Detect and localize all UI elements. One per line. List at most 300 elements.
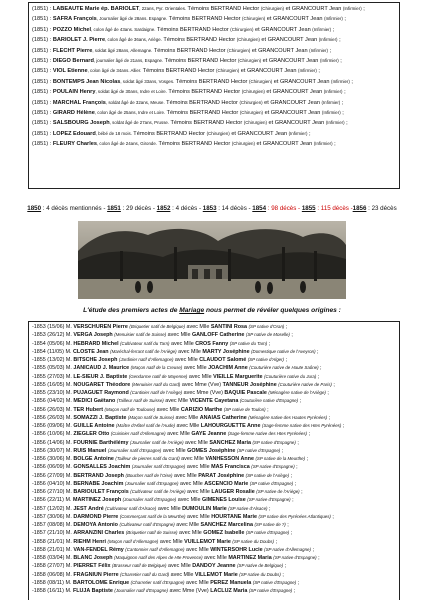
groom-name: DARMOND Pierre bbox=[73, 513, 119, 520]
marriage-date: -1856 (30/06) M. bbox=[32, 456, 72, 462]
groom-origin: (Journalier natif d'Espagne) bbox=[131, 464, 186, 470]
marriage-date: -1858 (08/11) M. bbox=[32, 579, 72, 586]
groom-name: VERSCHUREN Pierre bbox=[73, 324, 128, 330]
bride-name: VIEILLE Marguerite bbox=[213, 373, 263, 380]
groom-origin: (Jardinier natif d'Allemagne) bbox=[118, 357, 174, 362]
marriage-date: -1855 (23/10) M. bbox=[32, 390, 72, 396]
death-entry bbox=[32, 118, 396, 128]
death-entry bbox=[32, 14, 396, 24]
entry-end: ; bbox=[330, 513, 334, 520]
marriage-date: -1856 (26/03) M. bbox=[32, 406, 72, 413]
bride-name: DUMOULIN Marie bbox=[182, 505, 227, 512]
entry-year: (1851) : bbox=[32, 89, 52, 96]
bride-origin: (Ménagère native de l'Ariège) bbox=[268, 390, 326, 395]
witness-label: Témoins BERTRAND Hector bbox=[163, 58, 238, 65]
entry-end: ; bbox=[310, 546, 314, 553]
marriage-entry bbox=[32, 554, 396, 562]
marriage-link-word: avec Mlle bbox=[158, 538, 185, 545]
witness-second: et GRANCOURT Jean bbox=[259, 37, 319, 44]
groom-name: PUJAGUET Raymond bbox=[73, 390, 129, 396]
marriage-link-word: avec Mme (Vve) bbox=[180, 381, 223, 388]
entry-end: ; bbox=[342, 89, 346, 96]
marriage-entry bbox=[32, 513, 396, 521]
summary-year-link[interactable]: 1853 bbox=[202, 205, 217, 212]
marriage-link-word: avec Mlle bbox=[182, 365, 209, 372]
marriage-entry bbox=[32, 323, 396, 331]
deceased-name: DIEGO Bernard bbox=[52, 58, 94, 65]
witness-role: (Chirurgien) bbox=[236, 37, 260, 43]
entry-end: ; bbox=[307, 431, 311, 438]
witness-role: (Chirurgien) bbox=[260, 6, 285, 11]
witness-role: (Chirurgien) bbox=[215, 68, 240, 74]
bride-origin: (Couturière native de Haute Saône) bbox=[249, 365, 319, 371]
marriage-date: -1856 (04/02) M. bbox=[32, 398, 72, 405]
witness-role: (Infirmier) bbox=[331, 78, 350, 84]
marriage-link-word: avec Mlle bbox=[178, 480, 205, 487]
entry-end: ; bbox=[315, 348, 319, 355]
bride-name: CROS Fanny bbox=[195, 340, 229, 347]
groom-origin: (Charretier natif d'Espagne) bbox=[130, 579, 185, 585]
groom-origin: (Maçon natif d'Allemagne) bbox=[107, 538, 159, 544]
marriage-entry bbox=[32, 546, 396, 554]
witness-label: Témoins BERTRAND Hector bbox=[157, 141, 232, 148]
groom-origin: (Tailleur de pierres natif du Gard) bbox=[115, 456, 180, 461]
entry-end: ; bbox=[273, 538, 277, 545]
marriage-link-word: avec Mlle bbox=[177, 530, 204, 537]
bride-origin: (SP native d'Espagne) bbox=[248, 588, 293, 593]
witness-label: Témoins BERTRAND Hector bbox=[164, 99, 240, 106]
witness-role: (Infirmier) bbox=[318, 37, 338, 43]
marriage-entry bbox=[32, 472, 396, 480]
bride-origin: (SP native de l'Ariège) bbox=[245, 472, 290, 478]
groom-origin: (Maître d'Hôtel natif de l'Aude) bbox=[115, 423, 176, 428]
groom-name: HEBRARD Michel bbox=[73, 340, 119, 347]
deceased-detail: , colon âgé de 34ans. Allier. bbox=[87, 68, 142, 74]
marriage-date: -1856 (27/10) M. bbox=[32, 489, 72, 495]
groom-origin: (Journalier natif d'Espagne) bbox=[114, 588, 168, 593]
witness-second: et GRANCOURT Jean bbox=[265, 16, 325, 23]
bride-name: DANDOY Jeanne bbox=[192, 563, 236, 570]
groom-name: RIEHM Henri bbox=[73, 538, 107, 545]
deceased-detail: , bébé de 18 mois. bbox=[95, 130, 132, 136]
entry-end: ; bbox=[307, 130, 311, 137]
groom-name: BITSCHE Joseph bbox=[73, 357, 118, 363]
marriage-date: -1856 (30/07) M. bbox=[32, 447, 72, 454]
marriage-entry bbox=[32, 505, 396, 513]
entry-end: ; bbox=[349, 78, 353, 85]
summary-year-link[interactable]: 1850 bbox=[27, 205, 42, 212]
groom-name: VERGA Joseph bbox=[73, 332, 113, 339]
witness-second: et GRANCOURT Jean bbox=[229, 130, 289, 137]
summary-count: : 23 décès bbox=[366, 205, 397, 212]
entry-year: (1851) : bbox=[32, 99, 52, 106]
marriage-entry bbox=[32, 373, 396, 381]
marriage-date: -1858 (27/07) M. bbox=[32, 563, 72, 570]
witness-role: (Infirmier) bbox=[309, 47, 328, 53]
marriage-date: -1858 (21/01) M. bbox=[32, 546, 72, 553]
entry-end: ; bbox=[337, 37, 341, 44]
marriage-link-word: avec Mlle bbox=[185, 324, 211, 330]
groom-name: LE-SIEUR J. Baptiste bbox=[73, 373, 128, 380]
bride-name: GIMENES Louise bbox=[202, 497, 246, 504]
bride-name: VICENTE Cayetana bbox=[189, 398, 239, 405]
deceased-detail: , soldat âgé de 32ans, Meuse. bbox=[105, 99, 165, 105]
death-entry bbox=[32, 87, 396, 97]
entry-end: ; bbox=[344, 120, 348, 127]
deceased-detail: , colon âgé de 43ans. Sardaigne. bbox=[91, 26, 156, 32]
entry-end: ; bbox=[361, 6, 365, 12]
death-entry bbox=[32, 56, 396, 66]
deceased-detail: , colon âgé de 24ans, Gironde. bbox=[96, 141, 158, 147]
deceased-detail: , soldat âgé 28ans, Allemagne. bbox=[92, 47, 153, 53]
bride-origin: (SP native d'Espagne) bbox=[236, 447, 281, 453]
entry-year: (1851) : bbox=[32, 58, 52, 65]
entry-end: ; bbox=[294, 464, 298, 471]
entry-end: ; bbox=[285, 522, 289, 528]
marriage-link-word: avec Mlle bbox=[175, 423, 201, 429]
groom-name: FRAGNIUN Pierre bbox=[73, 571, 119, 578]
marriage-link-word: avec Mlle bbox=[185, 464, 212, 471]
groom-name: ARRANZINI Charles bbox=[73, 530, 125, 537]
entry-end: ; bbox=[331, 26, 335, 33]
marriage-entry bbox=[32, 480, 396, 488]
bride-origin: (SP native d'Allemagne) bbox=[264, 546, 311, 552]
death-entry bbox=[32, 46, 396, 56]
marriage-date: -1857 (21/10) M. bbox=[32, 530, 72, 537]
entry-end: ; bbox=[327, 414, 331, 421]
caption-text-end: nous permet de révéler quelques origines : bbox=[204, 307, 341, 314]
marriage-link-word: avec Mlle bbox=[179, 456, 206, 462]
entry-end: ; bbox=[280, 571, 284, 578]
bride-name: SANTINI Rosa bbox=[210, 324, 248, 330]
bride-origin: (SP native d'Espagne) bbox=[245, 530, 290, 536]
entry-end: ; bbox=[296, 579, 300, 586]
witness-role: (Infirmier) bbox=[313, 141, 333, 147]
bride-name: MAS Francisca bbox=[211, 464, 250, 471]
marriage-entry bbox=[32, 463, 396, 471]
witness-role: (Infirmier) bbox=[324, 16, 343, 22]
marriage-entry bbox=[32, 562, 396, 570]
entry-end: ; bbox=[289, 332, 293, 339]
groom-origin: (Cultivateur natif d'Alsace) bbox=[105, 505, 157, 511]
entry-end: ; bbox=[284, 357, 288, 363]
groom-origin: (Briquetier natif de Belgique) bbox=[129, 324, 186, 329]
witness-second: et GRANCOURT Jean bbox=[263, 110, 322, 117]
entry-year: (1851) : bbox=[32, 6, 52, 12]
marriage-date: -1857 (08/08) M. bbox=[32, 522, 72, 528]
entry-end: ; bbox=[298, 398, 302, 405]
deceased-detail: , Journalier âgé de 28ans. Espagne. bbox=[96, 16, 168, 22]
witness-second: et GRANCOURT Jean bbox=[266, 120, 326, 127]
marriage-entry bbox=[32, 439, 396, 447]
groom-name: JEST André bbox=[73, 505, 104, 512]
marriage-date: -1856 (22/11) M. bbox=[32, 497, 72, 504]
bride-origin: (SP native du Tarn) bbox=[229, 340, 268, 346]
marriage-entry bbox=[32, 579, 396, 587]
bride-name: GAYE Jeanne bbox=[191, 431, 227, 438]
bride-name: VILLEMOT Marie bbox=[194, 571, 238, 578]
witness-label: Témoins BERTRAND Hector bbox=[131, 130, 207, 137]
groom-origin: (Maçon natif de la Creuse) bbox=[130, 365, 183, 371]
death-entry bbox=[32, 25, 396, 35]
entry-end: ; bbox=[293, 480, 297, 487]
witness-role: (Chirurgien) bbox=[206, 130, 230, 136]
bride-name: ANAIAS Catherine bbox=[199, 414, 247, 421]
bride-name: ASCENCIO Marie bbox=[204, 480, 249, 487]
deceased-detail: , colon âgé de 36ans, Ariège. bbox=[105, 37, 162, 43]
groom-name: BERTRAND Joseph bbox=[73, 472, 124, 479]
bride-origin: (SP native d'Espagne) bbox=[251, 464, 295, 470]
groom-origin: (Cantonnier natif d'Allemagne) bbox=[125, 546, 185, 552]
bride-name: JOACHIM Anne bbox=[208, 365, 248, 372]
marriage-entry bbox=[32, 496, 396, 504]
entry-end: ; bbox=[340, 99, 344, 106]
bride-name: WINTERSOHR Lucie bbox=[210, 546, 263, 553]
witness-role: (Chirurgien) bbox=[231, 141, 255, 147]
bride-origin: (SP native d'Alger) bbox=[247, 357, 285, 362]
bride-origin: (Couturière native du Jura) bbox=[264, 373, 317, 379]
summary-year-link[interactable]: 1856 bbox=[352, 205, 367, 212]
groom-origin: (Tailleur natif de Suisse) bbox=[116, 398, 164, 404]
witness-second: et GRANCOURT Jean bbox=[264, 89, 324, 96]
entry-end: ; bbox=[267, 505, 271, 512]
witness-role: (Chirurgien) bbox=[241, 89, 265, 95]
marriage-link-word: avec Mlle bbox=[155, 406, 181, 413]
marriage-link-word: avec Mlle bbox=[174, 522, 201, 528]
entry-end: ; bbox=[299, 489, 303, 495]
entry-end: ; bbox=[289, 472, 293, 479]
deceased-detail: , soldat âgé 33ans, Vosges. bbox=[120, 78, 175, 84]
groom-origin: (Cultivateur natif de l'Ariège) bbox=[130, 489, 186, 494]
witness-second: et GRANCOURT Jean bbox=[250, 47, 310, 54]
witness-second: et GRANCOURT Jean bbox=[272, 78, 332, 85]
groom-name: JANICAUD J. Maurice bbox=[73, 365, 130, 372]
entry-end: ; bbox=[305, 456, 309, 462]
summary-year-link[interactable]: 1854 bbox=[252, 205, 267, 212]
marriage-date: -1856 (10/06) M. bbox=[32, 431, 72, 438]
groom-name: BLANC Joseph bbox=[73, 555, 113, 561]
groom-name: CLOSTE Jean bbox=[72, 348, 109, 355]
bride-origin: (SP native de ?) bbox=[254, 522, 286, 527]
death-entry bbox=[32, 129, 396, 139]
bride-origin: (Sage-femme native des Htes Pyrénées) bbox=[261, 423, 342, 428]
marriage-date: -1856 (14/06) M. bbox=[32, 439, 72, 446]
marriage-date: -1855 (13/02) M. bbox=[32, 357, 72, 363]
bride-origin: (Sage-femme native des Htes Pyrénées) bbox=[227, 431, 308, 437]
groom-origin: (Cuisinier natif d'Allemagne) bbox=[110, 431, 166, 437]
summary-count: : 4 décès mentionnés - bbox=[41, 205, 108, 212]
summary-count: : 4 décès - bbox=[170, 205, 203, 212]
summary-count: : 115 décès - bbox=[315, 205, 353, 212]
marriage-entry bbox=[32, 389, 396, 397]
marriage-entry bbox=[32, 406, 396, 414]
summary-year-link[interactable]: 1855 bbox=[301, 205, 316, 212]
marriage-entry bbox=[32, 331, 396, 339]
witness-label: Témoins BERTRAND Hector bbox=[141, 68, 216, 75]
marriage-link-word: avec Mlle bbox=[165, 431, 192, 438]
bride-origin: (SP native des Pyrénées Atlantiques) bbox=[258, 513, 331, 519]
summary-count: : 98 décès - bbox=[266, 205, 302, 212]
entry-end: ; bbox=[265, 406, 269, 413]
courtyard-photo bbox=[78, 221, 346, 299]
entry-end: ; bbox=[283, 563, 287, 570]
groom-name: BARTOLOME Enrique bbox=[72, 579, 130, 586]
groom-name: FLUJA Baptiste bbox=[72, 588, 113, 594]
marriage-caption bbox=[0, 307, 424, 314]
marriage-link-word: avec Mlle bbox=[187, 373, 214, 380]
bride-name: MARTINEZ Maria bbox=[228, 555, 272, 561]
witness-role: (Chirurgien) bbox=[243, 120, 267, 126]
bride-name: CLAUDOT Salomé bbox=[199, 357, 247, 363]
marriage-link-word: avec Mlle bbox=[169, 571, 195, 578]
deceased-name: MARCHAL François bbox=[52, 99, 106, 106]
bride-name: BAQUIE Pascale bbox=[224, 390, 267, 396]
entry-end: ; bbox=[342, 16, 346, 23]
deceased-name: BARIOLET J. Pierre bbox=[52, 37, 106, 44]
bride-name: CARIZIO Marthe bbox=[180, 406, 223, 413]
groom-name: TER Hubert bbox=[73, 406, 104, 413]
summary-year-link[interactable]: 1852 bbox=[156, 205, 171, 212]
marriage-date: -1853 (15/06) M. bbox=[32, 324, 72, 330]
groom-origin: (Gendarme natif de Mayenne) bbox=[128, 373, 188, 379]
bride-name: MARTY Joséphine bbox=[202, 348, 250, 355]
bride-origin: (Domestique native de l'Aveyron) bbox=[251, 348, 316, 354]
marriage-link-word: avec Mlle bbox=[185, 513, 212, 520]
marriage-date: -1855 (05/03) M. bbox=[32, 365, 72, 372]
entry-year: (1851) : bbox=[32, 16, 52, 23]
marriage-entry bbox=[32, 414, 396, 422]
entry-end: ; bbox=[332, 141, 336, 148]
marriage-date: -1858 (03/04) M. bbox=[32, 555, 72, 561]
deceased-name: FLECHT Pierre bbox=[52, 47, 93, 54]
marriage-link-word: avec Mlle bbox=[176, 348, 203, 355]
witness-role: (Infirmier) bbox=[323, 89, 343, 95]
deceased-name: SALSBOURG Joseph bbox=[52, 120, 110, 127]
marriage-link-word: avec Mlle bbox=[161, 447, 188, 454]
groom-name: PIERRET Félix bbox=[73, 563, 111, 570]
marriage-date: -1854 (11/05) M. bbox=[32, 348, 72, 355]
bride-origin: (SP native du Doubs) bbox=[239, 571, 281, 577]
death-entry bbox=[32, 98, 396, 108]
entry-year: (1851) : bbox=[32, 141, 52, 148]
groom-name: MARTINEZ Joseph bbox=[72, 497, 122, 504]
marriage-link-word: avec Mme (Vve) bbox=[167, 588, 211, 594]
groom-name: DEMOYA Antonio bbox=[73, 522, 118, 528]
groom-name: SOMAZZI J. Baptiste bbox=[73, 414, 127, 421]
deceased-name: FLEURY Charles bbox=[52, 141, 97, 148]
groom-name: ZIEGLER Otto bbox=[73, 431, 110, 438]
marriage-entry bbox=[32, 348, 396, 356]
deceased-detail: , 22ans, Pyr. Orientales. bbox=[139, 6, 187, 11]
groom-name: GUILLE Antoine bbox=[73, 423, 115, 429]
marriage-entry bbox=[32, 430, 396, 438]
entry-year: (1851) : bbox=[32, 110, 52, 117]
entry-end: ; bbox=[267, 340, 271, 347]
marriage-date: -1856 (09/06) M. bbox=[32, 423, 72, 429]
groom-name: NOUGARET Théodore bbox=[73, 381, 131, 388]
bride-origin: (SP native de Toulon) bbox=[223, 406, 266, 412]
bride-origin: (Couturière native d'Espagne) bbox=[239, 398, 299, 404]
groom-origin: (Cultivateur natif d'Espagne) bbox=[119, 522, 175, 527]
summary-count: : 29 décès - bbox=[120, 205, 157, 212]
groom-origin: (Charretier natif du Gard) bbox=[120, 571, 170, 577]
marriage-link-word: avec Mlle bbox=[169, 340, 196, 347]
marriage-date: -1858 (16/11) M. bbox=[32, 588, 72, 594]
marriage-entry bbox=[32, 538, 396, 546]
entry-end: ; bbox=[316, 555, 320, 561]
witness-role: (Chirurgien) bbox=[230, 26, 254, 32]
witness-role: (Chirurgien) bbox=[237, 58, 262, 64]
deceased-detail: , journalier âgé de 21ans, Espagne. bbox=[93, 58, 164, 64]
death-entry bbox=[32, 66, 396, 76]
entry-year: (1851) : bbox=[32, 120, 52, 127]
entry-end: ; bbox=[340, 110, 344, 117]
entry-end: ; bbox=[295, 439, 299, 446]
marriage-date: -1856 (27/09) M. bbox=[32, 472, 72, 479]
groom-origin: (Journalier natif d'Espagne) bbox=[122, 497, 177, 503]
summary-count: : 14 décès - bbox=[216, 205, 253, 212]
bride-name: SANCHEZ Marcelina bbox=[200, 522, 253, 528]
witness-role: (Chirurgien) bbox=[242, 16, 266, 22]
entry-end: ; bbox=[341, 423, 345, 429]
marriage-entry bbox=[32, 340, 396, 348]
entry-end: ; bbox=[325, 390, 329, 396]
deceased-name: BONTEMPS Jean Nicolas bbox=[52, 78, 121, 85]
groom-name: MEDICI Gaëtano bbox=[73, 398, 116, 405]
witness-label: Témoins BERTRAND Hector bbox=[167, 16, 243, 23]
groom-name: RUIS Manuel bbox=[73, 447, 107, 454]
marriage-link-word: avec Mlle bbox=[184, 546, 211, 553]
marriage-link-word: avec Mlle bbox=[183, 439, 210, 446]
bride-name: LAHOURGUETTE Anne bbox=[200, 423, 261, 429]
groom-origin: (Menuisier natif du Gard) bbox=[131, 381, 181, 387]
groom-origin: (Journalier natif d'Espagne) bbox=[107, 447, 162, 453]
witness-second: et GRANCOURT Jean bbox=[254, 141, 314, 148]
entry-year: (1851) : bbox=[32, 68, 52, 75]
marriage-link-word: avec Mlle bbox=[185, 489, 212, 495]
deceased-detail: , soldat âgé de 27ans, Prusse. bbox=[109, 120, 170, 126]
mariage-link[interactable]: Mariage bbox=[179, 307, 205, 314]
entry-end: ; bbox=[316, 68, 320, 75]
witness-second: et GRANCOURT Jean bbox=[284, 6, 343, 12]
bride-origin: (SP native de Belgique) bbox=[237, 563, 284, 569]
marriage-date: -1857 (12/02) M. bbox=[32, 505, 72, 512]
witness-role: (Infirmier) bbox=[298, 68, 317, 74]
summary-year-link[interactable]: 1851 bbox=[107, 205, 121, 212]
entry-end: ; bbox=[292, 588, 296, 594]
marriage-date: -1856 (26/03) M. bbox=[32, 414, 72, 421]
bride-origin: (SP native d'Espagne) bbox=[252, 439, 296, 445]
bride-origin: (SP native d'Espagne) bbox=[252, 579, 297, 585]
bride-name: PEREZ Manuela bbox=[210, 579, 252, 586]
marriage-entry bbox=[32, 397, 396, 405]
bride-origin: (SP native d'Espagne) bbox=[249, 480, 294, 486]
marriage-date: -1854 (05/06) M. bbox=[32, 340, 72, 347]
marriage-entry bbox=[32, 364, 396, 372]
death-count-summary bbox=[0, 205, 424, 212]
witness-label: Témoins BERTRAND Hector bbox=[174, 78, 249, 85]
witness-second: et GRANCOURT Jean bbox=[261, 58, 320, 65]
groom-name: GONSALLES Joachim bbox=[73, 464, 131, 471]
groom-origin: (Briquetier natif de Suisse) bbox=[125, 530, 178, 536]
witness-label: Témoins BERTRAND Hector bbox=[169, 120, 244, 127]
witness-role: (Chirurgien) bbox=[227, 47, 251, 53]
bride-name: SANCHEZ Maria bbox=[209, 439, 251, 446]
groom-origin: (Boucher natif de l'Oise) bbox=[125, 472, 173, 478]
bride-origin: (SP native d'Oran) bbox=[248, 324, 285, 329]
entry-end: ; bbox=[284, 324, 288, 330]
marriage-entry bbox=[32, 447, 396, 455]
